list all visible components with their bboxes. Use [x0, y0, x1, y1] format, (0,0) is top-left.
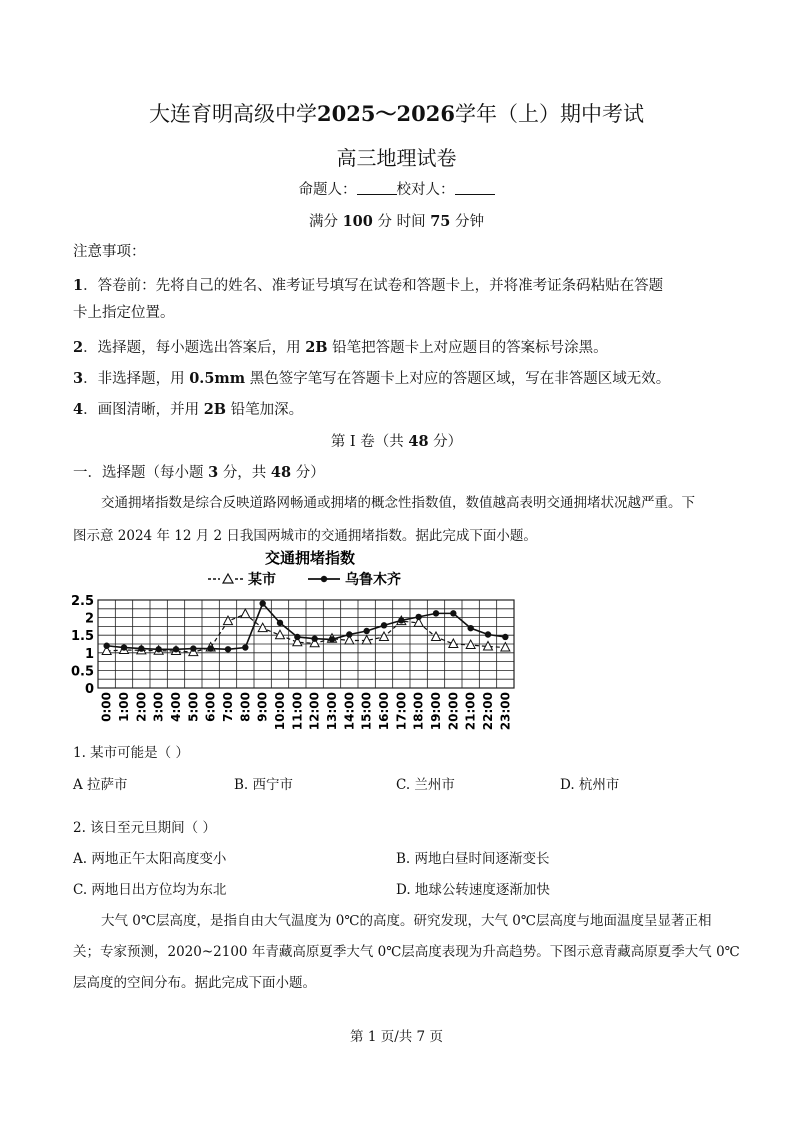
x-tick-label: 13:00 [325, 692, 339, 730]
x-tick-label: 22:00 [481, 692, 495, 730]
x-tick-label: 15:00 [359, 692, 374, 730]
data-point-urumqi [311, 636, 317, 642]
data-point-city [258, 623, 267, 632]
data-point-urumqi [207, 645, 213, 651]
score-time-line: 满分 100 分 时间 75 分钟 [308, 213, 484, 230]
y-tick-label: 0 [84, 682, 94, 697]
data-point-urumqi [121, 644, 127, 650]
passage-2-line-1: 大气 0℃层高度，是指自由大气温度为 0℃的高度。研究发现，大气 0℃层高度与地面温度呈显著正相 [101, 913, 712, 929]
x-tick-label: 1:00 [117, 692, 131, 722]
q1-option-c[interactable]: C. 兰州市 [396, 777, 455, 793]
q2-option-a[interactable]: A. 两地正午太阳高度变小 [73, 851, 227, 867]
author-blank [357, 180, 397, 195]
x-tick-label: 9:00 [255, 692, 270, 722]
x-tick-label: 6:00 [203, 692, 218, 722]
data-point-urumqi [450, 610, 456, 616]
notice-heading: 注意事项： [73, 244, 146, 260]
data-point-urumqi [103, 643, 109, 649]
data-point-urumqi [502, 634, 508, 640]
data-point-urumqi [363, 628, 369, 634]
x-tick-label: 8:00 [238, 692, 253, 722]
y-tick-label: 0.5 [70, 664, 94, 680]
passage-1-line-1: 交通拥堵指数是综合反映道路网畅通或拥堵的概念性指数值，数值越高表明交通拥堵状况越严重。下 [101, 495, 695, 511]
data-point-urumqi [467, 625, 473, 631]
x-tick-label: 10:00 [273, 692, 287, 730]
q2-option-c[interactable]: C. 两地日出方位均为东北 [73, 882, 227, 898]
x-tick-label: 16:00 [377, 692, 391, 730]
data-point-urumqi [415, 614, 421, 620]
notice-item-4: 4．画图清晰，并用 2B 铅笔加深。 [73, 401, 304, 418]
data-point-urumqi [242, 644, 248, 650]
exam-subtitle: 高三地理试卷 [336, 146, 457, 170]
q2-option-d[interactable]: D. 地球公转速度逐渐加快 [396, 882, 550, 898]
x-tick-label: 23:00 [498, 692, 513, 730]
q1-option-d[interactable]: D. 杭州市 [560, 777, 620, 793]
x-tick-label: 3:00 [151, 692, 166, 722]
y-tick-label: 2.5 [70, 594, 94, 609]
data-point-city [432, 632, 441, 641]
x-tick-label: 21:00 [463, 692, 478, 730]
data-point-urumqi [138, 645, 144, 651]
chart-legend [208, 571, 401, 588]
legend-label-urumqi: 乌鲁木齐 [345, 572, 401, 588]
q1-option-b[interactable]: B. 西宁市 [234, 777, 294, 793]
q1-stem: 1. 某市可能是（ ） [73, 745, 189, 761]
data-point-urumqi [485, 631, 491, 637]
x-tick-label: 4:00 [169, 692, 183, 722]
legend-label-city: 某市 [248, 572, 276, 588]
data-point-urumqi [294, 634, 300, 640]
data-point-urumqi [433, 610, 439, 616]
congestion-chart [70, 548, 530, 730]
x-tick-label: 20:00 [446, 692, 461, 730]
checker-blank [455, 180, 495, 195]
page-footer: 第 1 页/共 7 页 [350, 1029, 443, 1045]
data-point-urumqi [173, 646, 179, 652]
legend-triangle-marker [223, 574, 233, 583]
data-point-urumqi [259, 600, 265, 606]
y-tick-label: 1.5 [70, 629, 94, 645]
section-heading: 第 Ⅰ 卷（共 48 分） [330, 433, 463, 450]
data-point-city [380, 632, 389, 641]
data-point-urumqi [155, 646, 161, 652]
part-heading: 一．选择题（每小题 3 分，共 48 分） [73, 464, 325, 481]
q2-stem: 2. 该日至元旦期间（ ） [73, 820, 216, 836]
x-tick-label: 5:00 [186, 692, 201, 722]
x-tick-label: 18:00 [411, 692, 426, 730]
notice-item-2: 2．选择题，每小题选出答案后，用 2B 铅笔把答题卡上对应题目的答案标号涂黑。 [73, 339, 608, 356]
author-line: 命题人： 校对人： [0, 178, 793, 199]
x-tick-label: 17:00 [394, 692, 409, 730]
data-point-urumqi [225, 646, 231, 652]
data-point-city [241, 609, 250, 618]
x-tick-label: 0:00 [99, 692, 114, 722]
data-point-urumqi [398, 617, 404, 623]
data-point-urumqi [329, 636, 335, 642]
passage-2-line-2: 关；专家预测，2020~2100 年青藏高原夏季大气 0℃层高度表现为升高趋势。下图示意青藏高原夏季大气 0℃ [73, 944, 740, 960]
legend-dot-marker [321, 576, 327, 582]
notice-item-1: 1．答卷前：先将自己的姓名、准考证号填写在试卷和答题卡上，并将准考证条码粘贴在答题 [73, 277, 664, 294]
data-point-urumqi [346, 631, 352, 637]
x-tick-label: 12:00 [307, 692, 322, 730]
y-tick-label: 2 [84, 611, 94, 627]
q1-option-a[interactable]: A 拉萨市 [73, 777, 128, 793]
passage-1-line-2: 图示意 2024 年 12 月 2 日我国两城市的交通拥堵指数。据此完成下面小题。 [73, 528, 537, 544]
notice-item-1-cont: 卡上指定位置。 [73, 305, 175, 321]
x-tick-label: 11:00 [290, 692, 305, 730]
x-tick-label: 14:00 [342, 692, 357, 730]
y-tick-label: 1 [84, 646, 94, 662]
data-point-urumqi [190, 645, 196, 651]
x-tick-label: 19:00 [429, 692, 443, 730]
data-point-urumqi [381, 622, 387, 628]
notice-item-3: 3．非选择题，用 0.5mm 黑色签字笔写在答题卡上对应的答题区域，写在非答题区域无效。 [73, 370, 671, 387]
q2-option-b[interactable]: B. 两地白昼时间逐渐变长 [396, 851, 550, 867]
x-tick-label: 2:00 [134, 692, 149, 722]
passage-2-line-3: 层高度的空间分布。据此完成下面小题。 [73, 975, 316, 991]
x-tick-label: 7:00 [221, 692, 235, 722]
exam-title: 大连育明高级中学2025～2026学年（上）期中考试 [149, 101, 644, 126]
chart-title: 交通拥堵指数 [264, 549, 356, 567]
data-point-urumqi [277, 620, 283, 626]
